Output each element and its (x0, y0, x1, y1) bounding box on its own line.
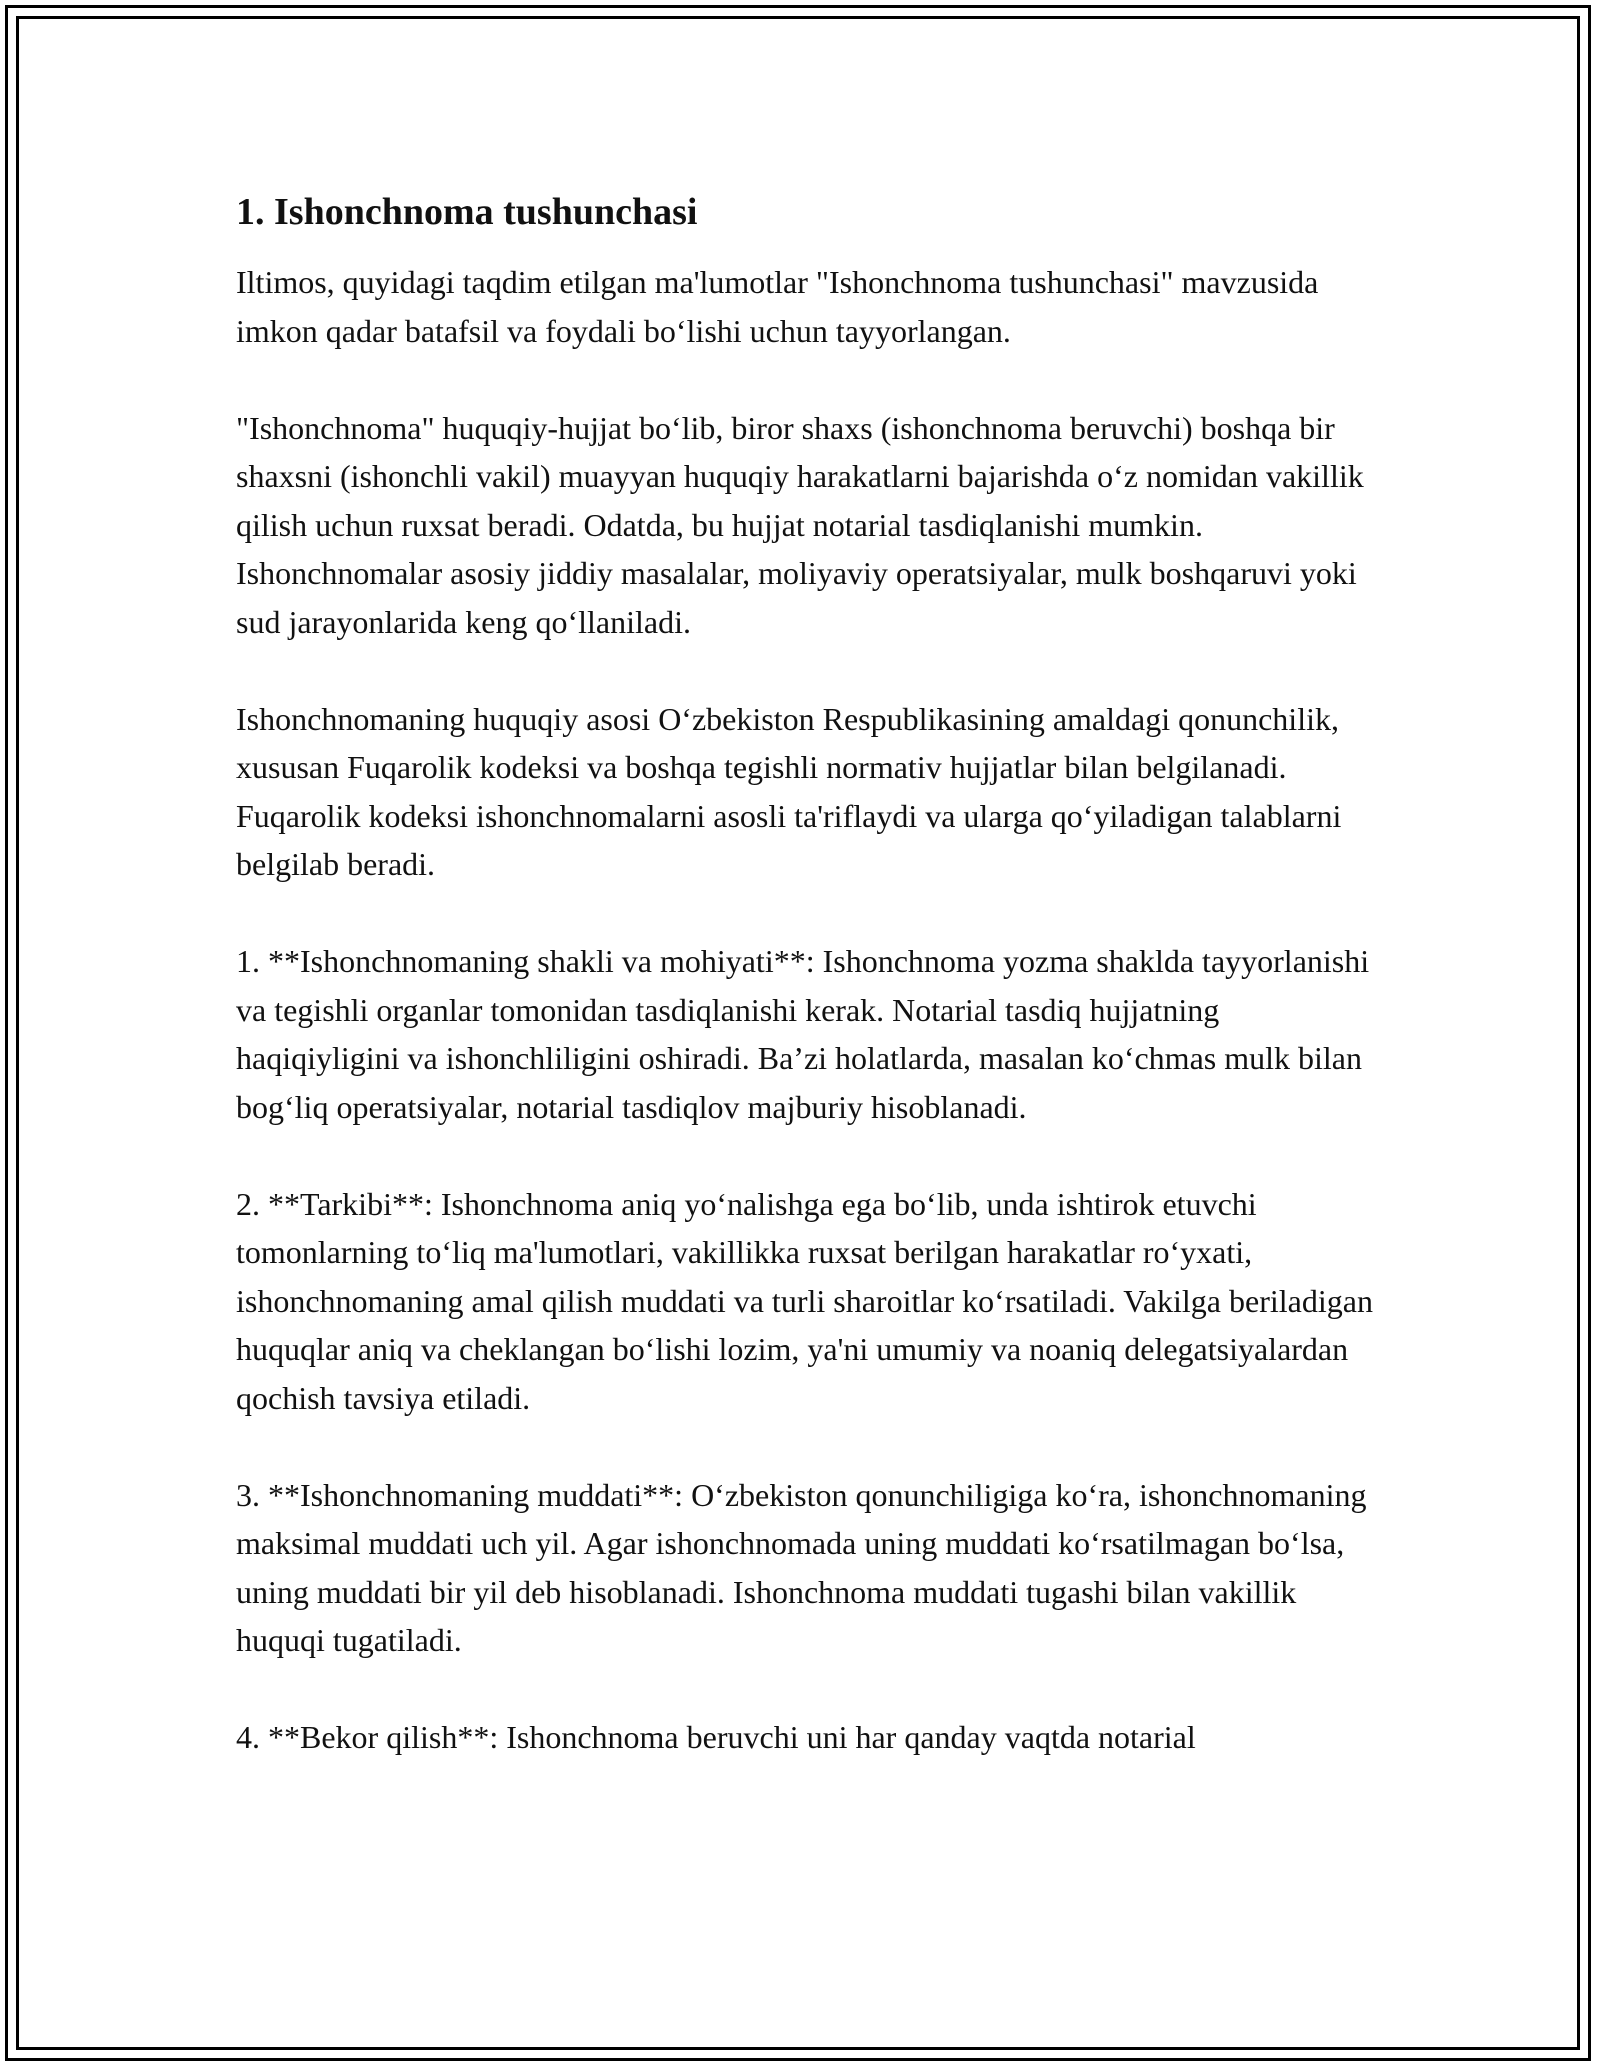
legal-basis-paragraph: Ishonchnomaning huquqiy asosi O‘zbekiston Respublikasining amaldagi qonunchilik, xususan Fuqarolik kodeksi va boshqa tegishli normativ hujjatlar bilan belgilanadi. Fuqarolik kodeksi ishonchnomalarni asosli ta'riflaydi va ularga qo‘yiladigan talablarni belgilab beradi. (236, 700, 1342, 882)
term-paragraph: 3. **Ishonchnomaning muddati**: O‘zbekiston qonunchiligiga ko‘ra, ishonchnomaning maksimal muddati uch yil. Agar ishonchnomada uning muddati ko‘rsatilmagan bo‘lsa, uning muddati bir yil deb hisoblanadi. Ishonchnoma muddati tugashi bilan vakillik huquqi tugatiladi. (236, 1476, 1367, 1658)
revocation-paragraph: 4. **Bekor qilish**: Ishonchnoma beruvchi uni har qanday vaqtda notarial (236, 1719, 1196, 1755)
form-and-essence-paragraph: 1. **Ishonchnomaning shakli va mohiyati**: Ishonchnoma yozma shaklda tayyorlanishi va tegishli organlar tomonidan tasdiqlanishi kerak. Notarial tasdiq hujjatning haqiqiyligini va ishonchliligini oshiradi. Ba’zi holatlarda, masalan ko‘chmas mulk bilan bog‘liq operatsiyalar, notarial tasdiqlov majburiy hisoblanadi. (236, 943, 1370, 1125)
definition-paragraph: "Ishonchnoma" huquqiy-hujjat bo‘lib, biror shaxs (ishonchnoma beruvchi) boshqa bir shaxsni (ishonchli vakil) muayyan huquqiy harakatlarni bajarishda o‘z nomidan vakillik qilish uchun ruxsat beradi. Odatda, bu hujjat notarial tasdiqlanishi mumkin. Ishonchnomalar asosiy jiddiy masalalar, moliyaviy operatsiyalar, mulk boshqaruvi yoki sud jarayonlarida keng qo‘llaniladi. (236, 409, 1364, 640)
composition-paragraph: 2. **Tarkibi**: Ishonchnoma aniq yo‘nalishga ega bo‘lib, unda ishtirok etuvchi tomonlarning to‘liq ma'lumotlari, vakillikka ruxsat berilgan harakatlar ro‘yxati, ishonchnomaning amal qilish muddati va turli sharoitlar ko‘rsatiladi. Vakilga beriladigan huquqlar aniq va cheklangan bo‘lishi lozim, ya'ni umumiy va noaniq delegatsiyalardan qochish tavsiya etiladi. (236, 1185, 1373, 1416)
document-title: 1. Ishonchnoma tushunchasi (236, 191, 698, 233)
document-body (236, 186, 1376, 1762)
intro-paragraph: Iltimos, quyidagi taqdim etilgan ma'lumotlar "Ishonchnoma tushunchasi" mavzusida imkon qadar batafsil va foydali bo‘lishi uchun tayyorlangan. (236, 264, 1319, 349)
